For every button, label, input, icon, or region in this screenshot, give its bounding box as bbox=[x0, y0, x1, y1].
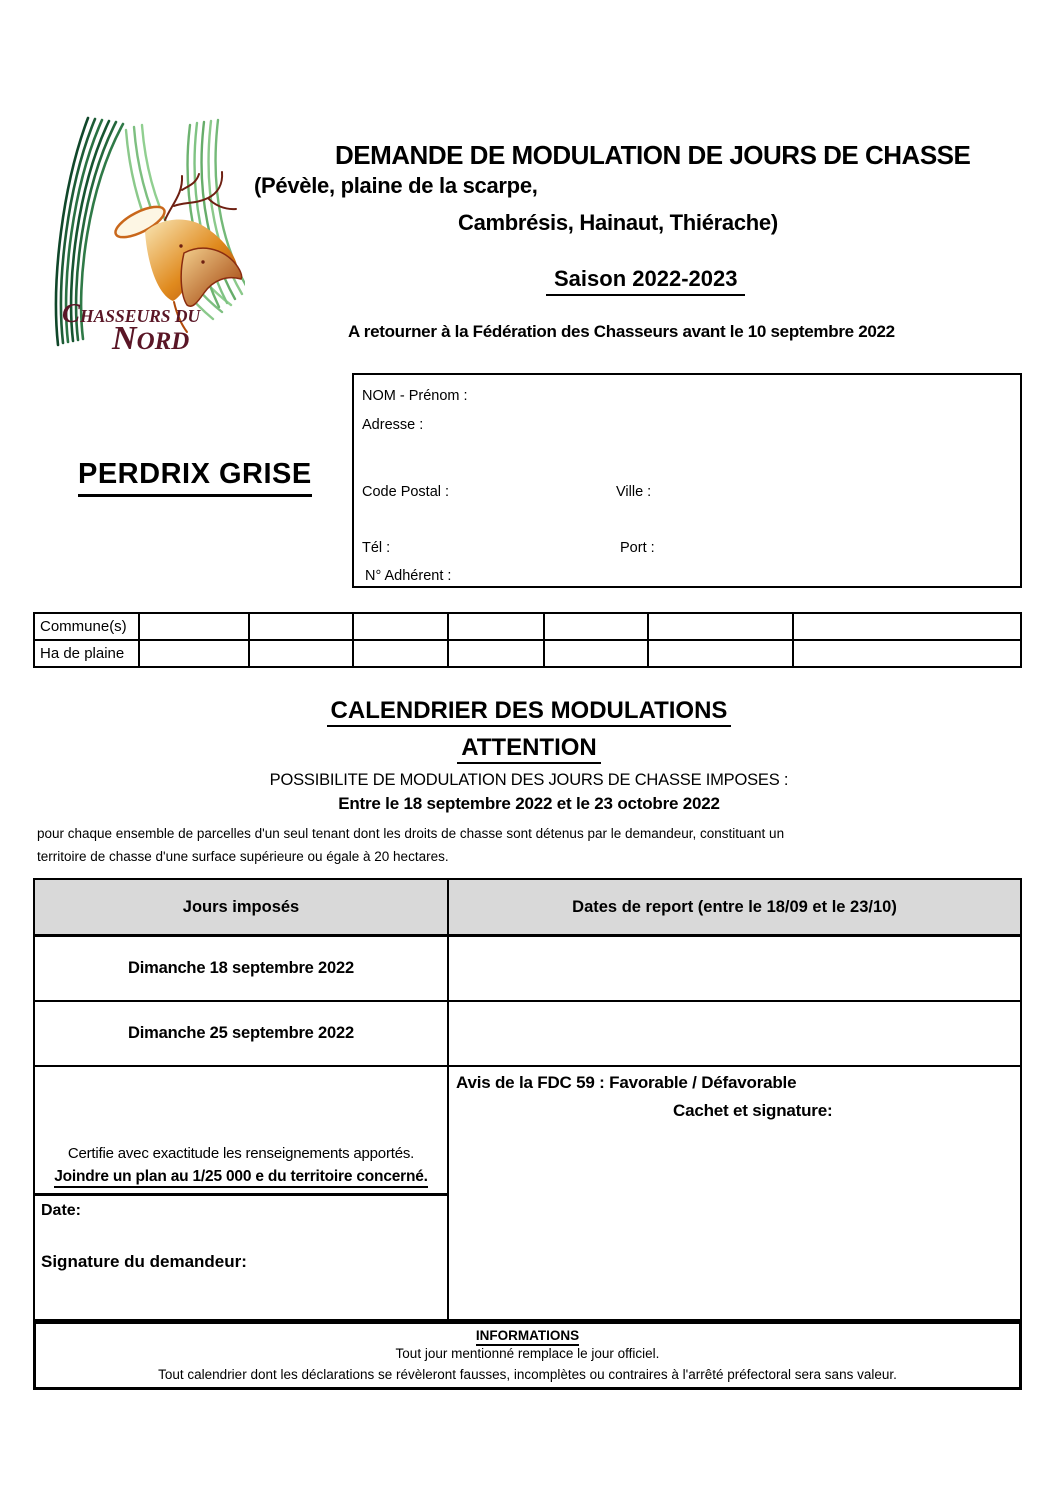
calendar-heading: CALENDRIER DES MODULATIONS bbox=[0, 697, 1058, 725]
date-label: Date: bbox=[41, 1202, 82, 1219]
name-field-label: NOM - Prénom : bbox=[362, 388, 468, 404]
commune-cell bbox=[140, 614, 250, 639]
address-field-label: Adresse : bbox=[362, 417, 424, 433]
commune-cell bbox=[250, 614, 354, 639]
tel-field-label: Tél : bbox=[362, 540, 391, 556]
return-deadline-notice: A retourner à la Fédération des Chasseurs avant le 10 septembre 2022 bbox=[348, 322, 895, 341]
hectares-cell bbox=[449, 641, 545, 666]
conditions-line1: pour chaque ensemble de parcelles d'un seul tenant dont les droits de chasse sont détenus par le demandeur, constituant un bbox=[37, 826, 785, 841]
commune-table bbox=[33, 612, 1022, 668]
modulation-table-header-row bbox=[35, 880, 1020, 937]
attention-heading: ATTENTION bbox=[0, 734, 1058, 762]
logo-org-name-line2: NORD bbox=[112, 320, 190, 352]
modulation-period-line: Entre le 18 septembre 2022 et le 23 octobre 2022 bbox=[338, 794, 720, 813]
commune-row bbox=[35, 614, 1020, 641]
informations-line2: Tout calendrier dont les déclarations se révèleront fausses, incomplètes ou contraires à l'arrêté préfectoral sera sans valeur. bbox=[158, 1367, 897, 1382]
member-number-field-label: N° Adhérent : bbox=[365, 568, 452, 584]
hectares-row-label: Ha de plaine bbox=[35, 641, 140, 666]
postal-code-field-label: Code Postal : bbox=[362, 484, 450, 500]
hectares-row bbox=[35, 641, 1020, 666]
commune-cell bbox=[354, 614, 449, 639]
hectares-cell bbox=[250, 641, 354, 666]
hectares-cell bbox=[649, 641, 794, 666]
possibility-line: POSSIBILITE DE MODULATION DES JOURS DE CHASSE IMPOSES : bbox=[269, 771, 789, 789]
report-date-cell bbox=[449, 937, 1020, 1000]
conditions-line2: territoire de chasse d'une surface supérieure ou égale à 20 hectares. bbox=[37, 849, 449, 864]
applicant-info-box bbox=[352, 373, 1022, 588]
commune-row-label: Commune(s) bbox=[35, 614, 140, 639]
modulation-table bbox=[33, 878, 1022, 1321]
hectares-cell bbox=[140, 641, 250, 666]
header-imposed-days: Jours imposés bbox=[35, 880, 449, 934]
date-signature-box bbox=[35, 1193, 447, 1319]
imposed-day-cell: Dimanche 25 septembre 2022 bbox=[35, 1002, 449, 1065]
document-title: DEMANDE DE MODULATION DE JOURS DE CHASSE bbox=[335, 140, 971, 170]
imposed-day-cell: Dimanche 18 septembre 2022 bbox=[35, 937, 449, 1000]
modulation-row bbox=[35, 1002, 1020, 1067]
region-subtitle-line2: Cambrésis, Hainaut, Thiérache) bbox=[458, 210, 778, 235]
header-report-dates: Dates de report (entre le 18/09 et le 23/10) bbox=[572, 897, 897, 916]
region-subtitle-line1: (Pévèle, plaine de la scarpe, bbox=[254, 173, 538, 198]
informations-line1: Tout jour mentionné remplace le jour officiel. bbox=[395, 1346, 660, 1361]
hectares-cell bbox=[794, 641, 1020, 666]
chasseurs-du-nord-logo bbox=[50, 112, 245, 352]
season-title: Saison 2022-2023 bbox=[546, 266, 745, 296]
commune-cell bbox=[649, 614, 794, 639]
commune-cell bbox=[449, 614, 545, 639]
certify-statement: Certifie avec exactitude les renseignements apportés. bbox=[67, 1145, 415, 1162]
hectares-cell bbox=[545, 641, 649, 666]
fdc-opinion-label: Avis de la FDC 59 : Favorable / Défavorable bbox=[456, 1073, 797, 1092]
stamp-signature-label: Cachet et signature: bbox=[673, 1101, 833, 1120]
modulation-row bbox=[35, 937, 1020, 1002]
commune-cell bbox=[794, 614, 1020, 639]
informations-heading: INFORMATIONS bbox=[36, 1328, 1019, 1343]
mobile-field-label: Port : bbox=[620, 540, 655, 556]
city-field-label: Ville : bbox=[616, 484, 652, 500]
commune-cell bbox=[545, 614, 649, 639]
informations-box bbox=[33, 1321, 1022, 1390]
attach-plan-statement: Joindre un plan au 1/25 000 e du territoire concerné. bbox=[35, 1168, 447, 1186]
species-title: PERDRIX GRISE bbox=[78, 458, 312, 497]
certification-row bbox=[35, 1067, 1020, 1319]
hectares-cell bbox=[354, 641, 449, 666]
certification-cell bbox=[35, 1067, 449, 1319]
logo-org-name-line1: CHASSEURS DU bbox=[62, 298, 201, 328]
signature-label: Signature du demandeur: bbox=[41, 1252, 247, 1271]
report-date-cell bbox=[449, 1002, 1020, 1065]
fdc-opinion-cell bbox=[449, 1067, 1020, 1319]
